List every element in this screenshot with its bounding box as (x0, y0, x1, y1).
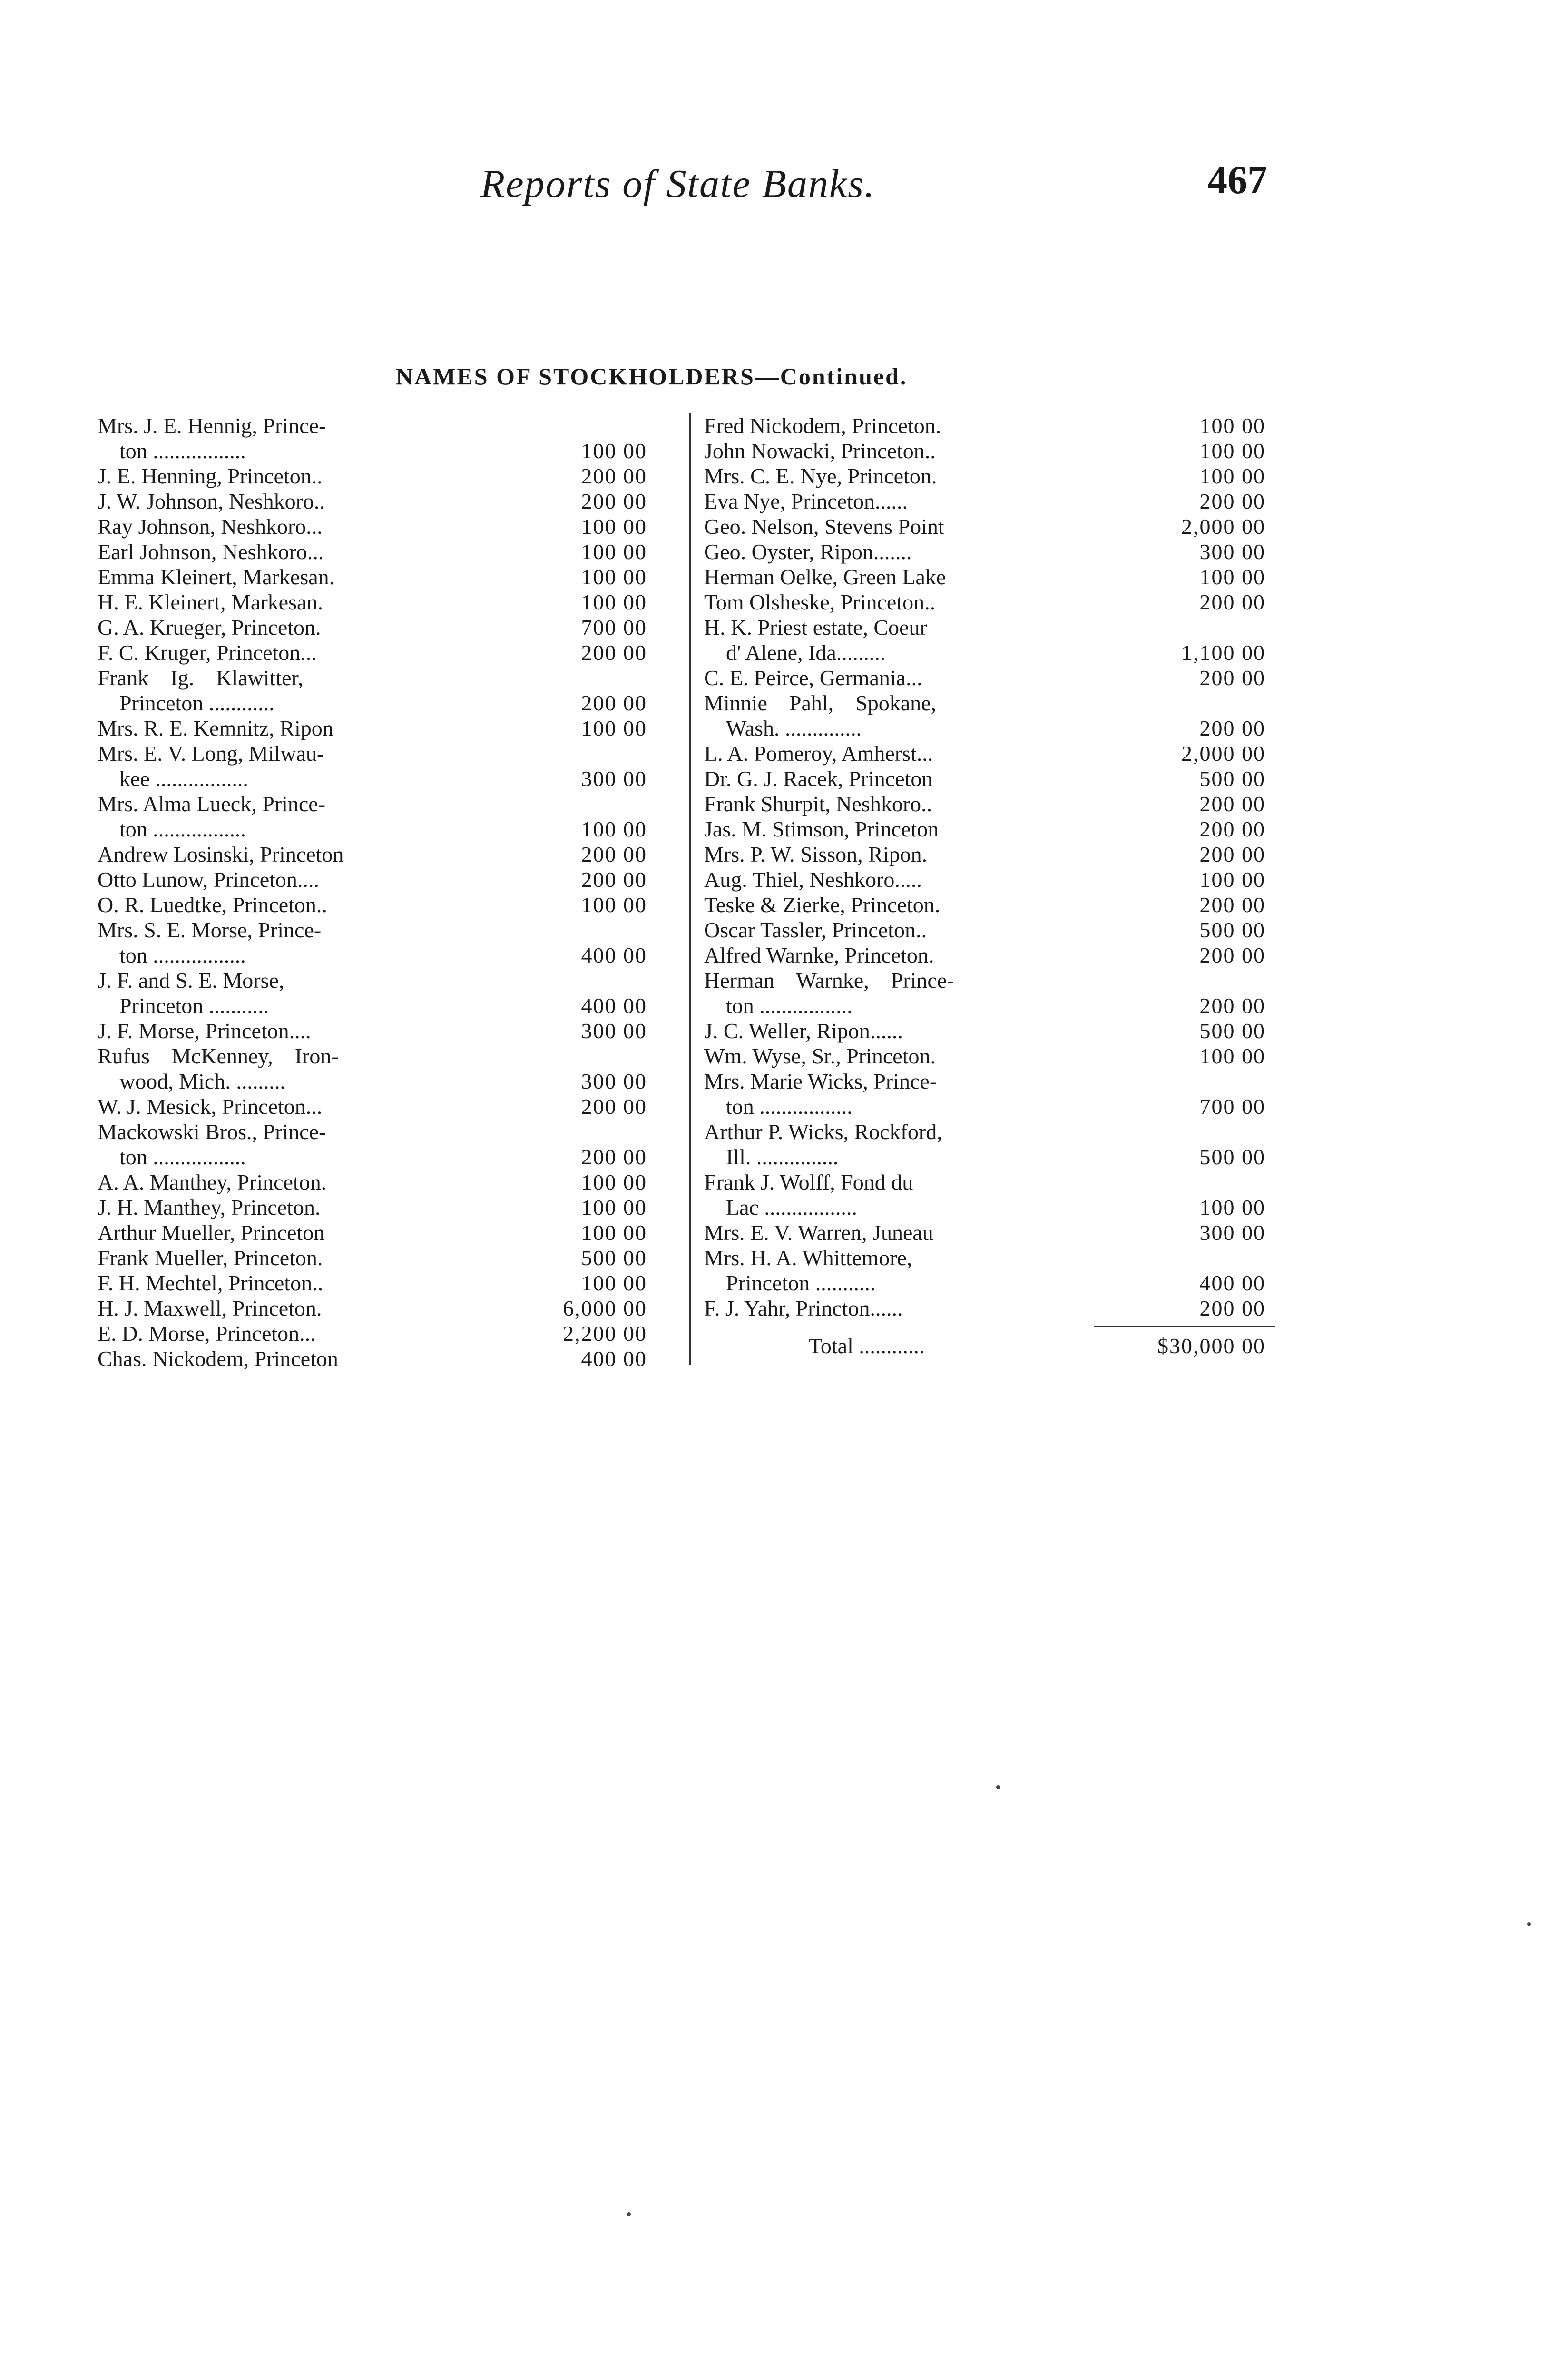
stockholder-amount: 200 00 (1199, 716, 1265, 740)
stockholder-entry (98, 741, 678, 791)
stockholder-amount: 200 00 (1199, 489, 1265, 513)
stockholder-amount: 500 00 (1199, 1145, 1265, 1169)
stockholder-name: A. A. Manthey, Princeton. (98, 1170, 327, 1194)
stockholder-entry (98, 665, 678, 716)
stockholder-name: Dr. G. J. Racek, Princeton (704, 767, 933, 791)
total-label: Total ............ (809, 1334, 925, 1358)
stockholder-name: Jas. M. Stimson, Princeton (704, 817, 939, 841)
stockholder-amount: 200 00 (1199, 792, 1265, 816)
stockholder-name: Teske & Zierke, Princeton. (704, 893, 941, 917)
stockholder-entry (98, 489, 678, 514)
stockholder-name: E. D. Morse, Princeton... (98, 1321, 316, 1346)
stockholder-entry (98, 968, 678, 1018)
stockholder-entry (98, 590, 678, 615)
stockholder-entry (98, 842, 678, 867)
left-column (98, 413, 678, 1371)
stockholder-entry (704, 1245, 1284, 1296)
stockholder-amount: 400 00 (581, 943, 647, 967)
stockholder-name: Herman Warnke, Prince- ton ................. (704, 968, 954, 1018)
stockholder-entry (704, 539, 1284, 564)
stockholder-amount: 200 00 (1199, 666, 1265, 690)
stockholder-name: Frank Mueller, Princeton. (98, 1246, 323, 1270)
stockholder-name: Mrs. S. E. Morse, Prince- ton ................. (98, 918, 322, 967)
stockholder-amount: 2,200 00 (563, 1321, 647, 1346)
stockholder-amount: 200 00 (581, 1094, 647, 1119)
stockholder-amount: 200 00 (1199, 943, 1265, 967)
stockholder-name: Mackowski Bros., Prince- ton ................. (98, 1120, 326, 1169)
stockholder-name: Mrs. Alma Lueck, Prince- ton ................. (98, 792, 326, 841)
stockholder-amount: 200 00 (1199, 1296, 1265, 1320)
stockholder-name: John Nowacki, Princeton.. (704, 439, 936, 463)
stockholder-name: Mrs. E. V. Long, Milwau- kee ................. (98, 741, 324, 791)
stockholder-entry (98, 1245, 678, 1270)
stockholder-amount: 2,000 00 (1181, 741, 1265, 766)
stockholder-name: H. K. Priest estate, Coeur d' Alene, Ida......... (704, 615, 927, 665)
stockholder-entry (98, 463, 678, 489)
stockholder-amount: 200 00 (1199, 993, 1265, 1018)
stockholder-name: J. F. Morse, Princeton.... (98, 1019, 311, 1043)
stockholder-amount: 500 00 (1199, 767, 1265, 791)
stockholder-name: O. R. Luedtke, Princeton.. (98, 893, 327, 917)
stockholder-amount: 200 00 (581, 691, 647, 715)
print-speck (1527, 1922, 1531, 1926)
total-amount: $30,000 00 (1157, 1334, 1265, 1358)
stockholder-amount: 200 00 (581, 867, 647, 892)
stockholder-amount: 2,000 00 (1181, 514, 1265, 539)
stockholder-name: Ray Johnson, Neshkoro... (98, 514, 323, 539)
stockholder-entry (98, 791, 678, 842)
stockholder-entry (98, 1043, 678, 1094)
stockholder-entry (98, 413, 678, 463)
stockholder-name: Wm. Wyse, Sr., Princeton. (704, 1044, 936, 1068)
stockholder-entry (98, 1346, 678, 1371)
right-column (704, 413, 1284, 1358)
stockholder-name: F. H. Mechtel, Princeton.. (98, 1271, 323, 1295)
stockholder-name: Emma Kleinert, Markesan. (98, 565, 335, 589)
stockholder-entry (98, 716, 678, 741)
stockholder-amount: 300 00 (581, 1019, 647, 1043)
stockholder-amount: 100 00 (1199, 1195, 1265, 1219)
stockholder-entry (98, 1195, 678, 1220)
stockholder-amount: 100 00 (581, 439, 647, 463)
total-row (704, 1327, 1284, 1358)
stockholder-amount: 300 00 (1199, 1220, 1265, 1245)
stockholder-entry (704, 816, 1284, 842)
stockholder-name: J. H. Manthey, Princeton. (98, 1195, 321, 1219)
stockholder-name: Mrs. Marie Wicks, Prince- ton ................. (704, 1069, 937, 1119)
stockholder-name: Earl Johnson, Neshkoro... (98, 540, 324, 564)
stockholder-name: Eva Nye, Princeton...... (704, 489, 908, 513)
stockholder-amount: 100 00 (1199, 565, 1265, 589)
stockholder-entry (704, 1220, 1284, 1245)
stockholder-amount: 200 00 (1199, 817, 1265, 841)
stockholder-entry (98, 1321, 678, 1346)
stockholder-name: J. E. Henning, Princeton.. (98, 464, 323, 488)
stockholder-amount: 100 00 (581, 540, 647, 564)
stockholder-amount: 100 00 (1199, 413, 1265, 438)
stockholder-name: Mrs. P. W. Sisson, Ripon. (704, 842, 928, 866)
stockholder-name: Mrs. R. E. Kemnitz, Ripon (98, 716, 333, 740)
stockholder-amount: 300 00 (1199, 540, 1265, 564)
stockholder-entry (98, 892, 678, 917)
stockholder-entry (98, 1270, 678, 1296)
stockholder-entry (704, 1069, 1284, 1119)
stockholder-entry (704, 690, 1284, 741)
stockholder-entry (704, 615, 1284, 665)
stockholder-amount: 100 00 (581, 1170, 647, 1194)
stockholder-amount: 500 00 (581, 1246, 647, 1270)
stockholder-entry (704, 1043, 1284, 1069)
stockholder-entry (98, 1296, 678, 1321)
stockholder-amount: 500 00 (1199, 918, 1265, 942)
stockholder-name: Geo. Oyster, Ripon....... (704, 540, 912, 564)
stockholder-entry (704, 766, 1284, 791)
stockholder-name: Arthur P. Wicks, Rockford, Ill. ............... (704, 1120, 942, 1169)
stockholder-name: Rufus McKenney, Iron- wood, Mich. ......... (98, 1044, 339, 1093)
stockholder-amount: 700 00 (1199, 1094, 1265, 1119)
page-header-title: Reports of State Banks. (480, 162, 875, 206)
stockholder-name: G. A. Krueger, Princeton. (98, 615, 321, 639)
stockholder-amount: 100 00 (581, 716, 647, 740)
stockholder-amount: 1,100 00 (1181, 640, 1265, 665)
stockholder-amount: 200 00 (581, 842, 647, 866)
stockholder-entry (98, 867, 678, 892)
stockholder-entry (704, 489, 1284, 514)
stockholder-name: Minnie Pahl, Spokane, Wash. .............. (704, 691, 937, 740)
stockholder-entry (704, 892, 1284, 917)
stockholder-name: Andrew Losinski, Princeton (98, 842, 344, 866)
stockholder-name: H. E. Kleinert, Markesan. (98, 590, 323, 614)
stockholder-amount: 100 00 (581, 1195, 647, 1219)
stockholder-entry (704, 413, 1284, 438)
stockholder-entry (704, 968, 1284, 1018)
running-head (0, 158, 1568, 213)
stockholder-entry (98, 615, 678, 640)
stockholder-name: L. A. Pomeroy, Amherst... (704, 741, 933, 766)
stockholder-entry (704, 463, 1284, 489)
stockholder-entry (704, 791, 1284, 816)
stockholder-entry (704, 1018, 1284, 1043)
stockholder-name: Herman Oelke, Green Lake (704, 565, 946, 589)
stockholder-amount: 500 00 (1199, 1019, 1265, 1043)
stockholder-entry (704, 867, 1284, 892)
stockholder-entry (98, 917, 678, 968)
stockholder-amount: 100 00 (1199, 1044, 1265, 1068)
stockholder-amount: 200 00 (1199, 842, 1265, 866)
stockholder-name: Geo. Nelson, Stevens Point (704, 514, 944, 539)
stockholder-amount: 100 00 (581, 565, 647, 589)
stockholder-entry (704, 514, 1284, 539)
stockholder-name: J. W. Johnson, Neshkoro.. (98, 489, 325, 513)
stockholder-name: J. F. and S. E. Morse, Princeton ........... (98, 968, 284, 1018)
stockholder-amount: 400 00 (581, 993, 647, 1018)
stockholder-name: Fred Nickodem, Princeton. (704, 413, 941, 438)
stockholder-amount: 200 00 (1199, 893, 1265, 917)
stockholder-entry (98, 1018, 678, 1043)
section-heading: NAMES OF STOCKHOLDERS—Continued. (396, 363, 908, 390)
stockholder-amount: 200 00 (1199, 590, 1265, 614)
stockholder-name: Frank Shurpit, Neshkoro.. (704, 792, 932, 816)
stockholder-entry (704, 438, 1284, 463)
stockholder-name: Tom Olsheske, Princeton.. (704, 590, 936, 614)
stockholder-entry (98, 1170, 678, 1195)
stockholder-name: Mrs. E. V. Warren, Juneau (704, 1220, 933, 1245)
print-speck (627, 2212, 631, 2216)
stockholder-amount: 100 00 (581, 514, 647, 539)
stockholder-amount: 100 00 (1199, 464, 1265, 488)
stockholder-amount: 300 00 (581, 1069, 647, 1093)
column-divider (689, 413, 691, 1365)
stockholder-entry (98, 1094, 678, 1119)
stockholder-entry (98, 514, 678, 539)
stockholder-amount: 6,000 00 (563, 1296, 647, 1320)
stockholder-name: F. J. Yahr, Princton...... (704, 1296, 903, 1320)
stockholder-name: J. C. Weller, Ripon...... (704, 1019, 903, 1043)
stockholder-amount: 200 00 (581, 464, 647, 488)
stockholder-entry (98, 640, 678, 665)
stockholder-amount: 100 00 (581, 1271, 647, 1295)
stockholder-amount: 300 00 (581, 767, 647, 791)
stockholder-entry (704, 842, 1284, 867)
page-number: 467 (1207, 158, 1267, 202)
stockholder-name: Mrs. C. E. Nye, Princeton. (704, 464, 937, 488)
stockholder-entry (704, 943, 1284, 968)
stockholder-name: Aug. Thiel, Neshkoro..... (704, 867, 922, 892)
stockholder-amount: 100 00 (581, 1220, 647, 1245)
stockholder-entry (704, 917, 1284, 943)
stockholder-name: Alfred Warnke, Princeton. (704, 943, 934, 967)
stockholder-amount: 200 00 (581, 489, 647, 513)
stockholder-name: C. E. Peirce, Germania... (704, 666, 922, 690)
stockholder-name: Chas. Nickodem, Princeton (98, 1347, 338, 1371)
stockholder-entry (98, 539, 678, 564)
stockholder-amount: 100 00 (581, 590, 647, 614)
stockholder-entry (98, 1119, 678, 1170)
stockholder-amount: 100 00 (1199, 439, 1265, 463)
stockholder-name: Oscar Tassler, Princeton.. (704, 918, 927, 942)
stockholder-entry (98, 1220, 678, 1245)
stockholder-entry (704, 1296, 1284, 1321)
stockholder-entry (704, 564, 1284, 590)
stockholder-amount: 100 00 (581, 893, 647, 917)
stockholder-amount: 200 00 (581, 1145, 647, 1169)
stockholder-amount: 700 00 (581, 615, 647, 639)
stockholder-entry (704, 1119, 1284, 1170)
stockholder-amount: 400 00 (1199, 1271, 1265, 1295)
stockholder-entry (704, 1170, 1284, 1220)
stockholder-amount: 100 00 (581, 817, 647, 841)
stockholder-name: F. C. Kruger, Princeton... (98, 640, 317, 665)
stockholder-name: W. J. Mesick, Princeton... (98, 1094, 323, 1119)
stockholder-amount: 100 00 (1199, 867, 1265, 892)
stockholder-entry (98, 564, 678, 590)
stockholder-name: Otto Lunow, Princeton.... (98, 867, 319, 892)
stockholder-amount: 400 00 (581, 1347, 647, 1371)
stockholder-name: Frank J. Wolff, Fond du Lac ................. (704, 1170, 913, 1219)
stockholder-name: Mrs. H. A. Whittemore, Princeton ........... (704, 1246, 912, 1295)
print-speck (996, 1785, 1000, 1789)
stockholder-entry (704, 741, 1284, 766)
stockholder-name: Arthur Mueller, Princeton (98, 1220, 325, 1245)
stockholder-amount: 200 00 (581, 640, 647, 665)
stockholder-name: H. J. Maxwell, Princeton. (98, 1296, 322, 1320)
stockholder-name: Mrs. J. E. Hennig, Prince- ton ................. (98, 413, 326, 463)
stockholder-entry (704, 590, 1284, 615)
stockholder-name: Frank Ig. Klawitter, Princeton ............ (98, 666, 304, 715)
stockholder-entry (704, 665, 1284, 690)
